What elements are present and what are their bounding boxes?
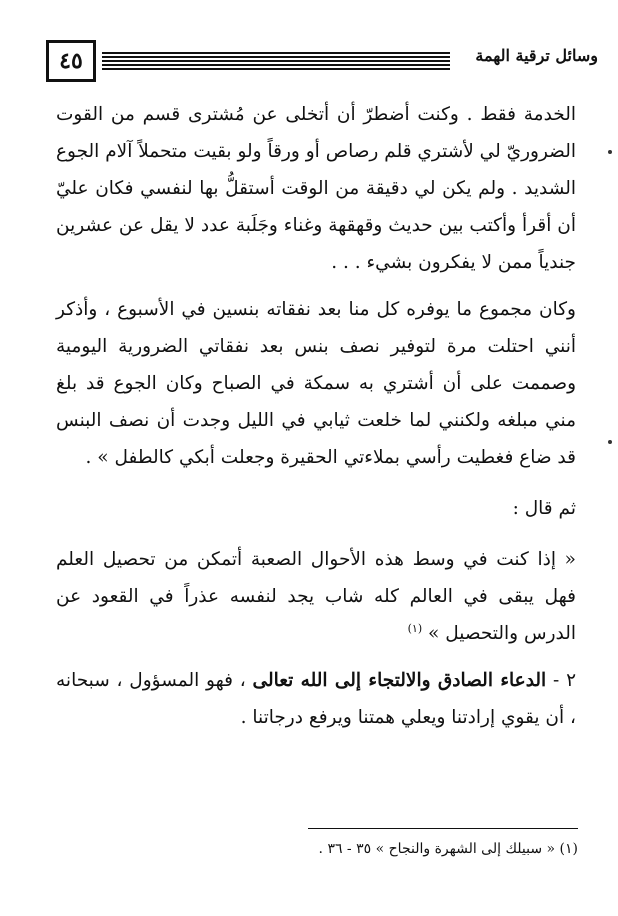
paragraph-4 — [56, 541, 576, 652]
footnote-divider — [308, 828, 578, 829]
page-number: ٤٥ — [46, 40, 96, 82]
paragraph-2: وكان مجموع ما يوفره كل منا بعد نفقاته بنسين في الأسبوع ، وأذكر أنني احتلت مرة لتوفير نصف بنس بعد نفقاتي الضرورية اليومية وصممت على أن أشتري به سمكة في الصباح وكان الجوع قد بلغ مني مبلغه ولكنني لما خلعت ثيابي في الليل وجدت أن نصف البنس قد ضاع فغطيت رأسي بملاءتي الحقيرة وجعلت أبكي كالطفل » . — [56, 299, 576, 468]
header-decorative-rules — [102, 52, 450, 76]
margin-dot — [608, 150, 612, 154]
numbered-item-2 — [56, 662, 576, 736]
paragraph-3: ثم قال : — [512, 498, 576, 519]
item-heading: الدعاء الصادق والالتجاء إلى الله تعالى — [252, 670, 547, 691]
quote-text: « إذا كنت في وسط هذه الأحوال الصعبة أتمكن من تحصيل العلم فهل يبقى في العالم كله شاب يجد لنفسه عذراً في القعود عن الدرس والتحصيل » — [56, 549, 576, 644]
footnote: (١) « سبيلك إلى الشهرة والنجاح » ٣٥ - ٣٦ . — [318, 841, 578, 857]
footnote-reference: (١) — [407, 621, 423, 635]
page-header — [46, 40, 598, 92]
running-title: وسائل ترقية الهمة — [475, 46, 598, 65]
main-text — [56, 96, 576, 736]
margin-dot — [608, 440, 612, 444]
item-number: ٢ - — [553, 670, 576, 691]
paragraph-1: الخدمة فقط . وكنت أضطرّ أن أتخلى عن مُشترى قسم من القوت الضروريّ لي لأشتري قلم رصاص أو ورقاً ولو بقيت متحملاً آلام الجوع الشديد . ولم يكن لي دقيقة من الوقت أستقلُّ بها لنفسي فكان عليّ أن أقرأ وأكتب بين حديث وقهقهة وغناء وجَلَبة عدد لا يقل عن عشرين جندياً ممن لا يفكرون بشيء . . . — [56, 104, 576, 273]
item-body: ، فهو المسؤول ، سبحانه ، أن يقوي إرادتنا ويعلي همتنا ويرفع درجاتنا . — [56, 670, 576, 728]
